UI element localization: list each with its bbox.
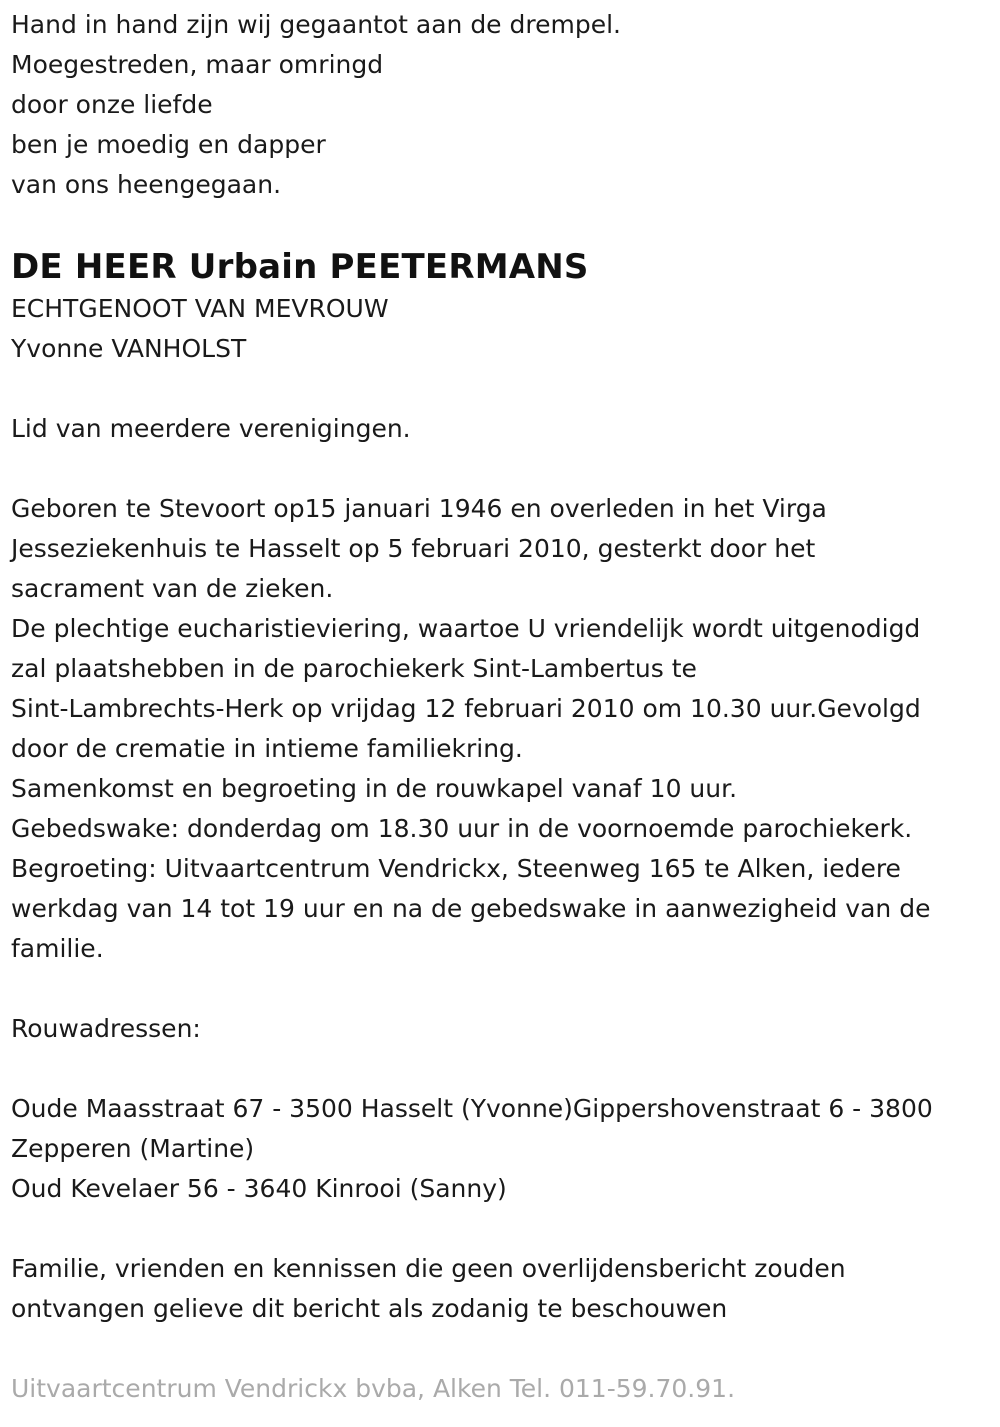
body-line: zal plaatshebben in de parochiekerk Sint-Lambertus te — [11, 654, 697, 683]
funeral-home-footer: Uitvaartcentrum Vendrickx bvba, Alken Tel. 011-59.70.91. — [11, 1374, 736, 1403]
poem — [11, 5, 996, 205]
closing-line: ontvangen gelieve dit bericht als zodanig te beschouwen — [11, 1294, 728, 1323]
relation-line: ECHTGENOOT VAN MEVROUW — [11, 294, 389, 323]
spacer — [11, 369, 996, 409]
closing-text — [11, 1249, 996, 1329]
body-line: door de crematie in intieme familiekring. — [11, 734, 523, 763]
membership-text: Lid van meerdere verenigingen. — [11, 414, 411, 443]
body-line: Jesseziekenhuis te Hasselt op 5 februari 2010, gesterkt door het — [11, 534, 816, 563]
spouse-name: Yvonne VANHOLST — [11, 334, 247, 363]
spacer — [11, 1049, 996, 1089]
addresses — [11, 1089, 996, 1209]
body-line: Sint-Lambrechts-Herk op vrijdag 12 februari 2010 om 10.30 uur.Gevolgd — [11, 694, 921, 723]
body-line: familie. — [11, 934, 104, 963]
body-line: Gebedswake: donderdag om 18.30 uur in de voornoemde parochiekerk. — [11, 814, 913, 843]
poem-line: Moegestreden, maar omringd — [11, 50, 384, 79]
address-line: Oude Maasstraat 67 - 3500 Hasselt (Yvonne)Gippershovenstraat 6 - 3800 — [11, 1094, 933, 1123]
spacer — [11, 449, 996, 489]
poem-line: van ons heengegaan. — [11, 170, 282, 199]
poem-line: door onze liefde — [11, 90, 213, 119]
spacer — [11, 205, 996, 247]
body-line: Geboren te Stevoort op15 januari 1946 en overleden in het Virga — [11, 494, 827, 523]
spacer — [11, 969, 996, 1009]
body-line: sacrament van de zieken. — [11, 574, 334, 603]
body-line: werkdag van 14 tot 19 uur en na de gebedswake in aanwezigheid van de — [11, 894, 931, 923]
deceased-name: DE HEER Urbain PEETERMANS — [11, 247, 589, 287]
spacer — [11, 1209, 996, 1249]
address-line: Oud Kevelaer 56 - 3640 Kinrooi (Sanny) — [11, 1174, 507, 1203]
body-line: Begroeting: Uitvaartcentrum Vendrickx, Steenweg 165 te Alken, iedere — [11, 854, 901, 883]
poem-line: Hand in hand zijn wij gegaantot aan de drempel. — [11, 10, 621, 39]
death-notice — [11, 5, 996, 1409]
body-line: De plechtige eucharistieviering, waartoe U vriendelijk wordt uitgenodigd — [11, 614, 921, 643]
body-line: Samenkomst en begroeting in de rouwkapel vanaf 10 uur. — [11, 774, 738, 803]
notice-body — [11, 489, 996, 969]
closing-line: Familie, vrienden en kennissen die geen overlijdensbericht zouden — [11, 1254, 846, 1283]
address-line: Zepperen (Martine) — [11, 1134, 255, 1163]
spacer — [11, 1329, 996, 1369]
poem-line: ben je moedig en dapper — [11, 130, 326, 159]
addresses-label: Rouwadressen: — [11, 1014, 201, 1043]
